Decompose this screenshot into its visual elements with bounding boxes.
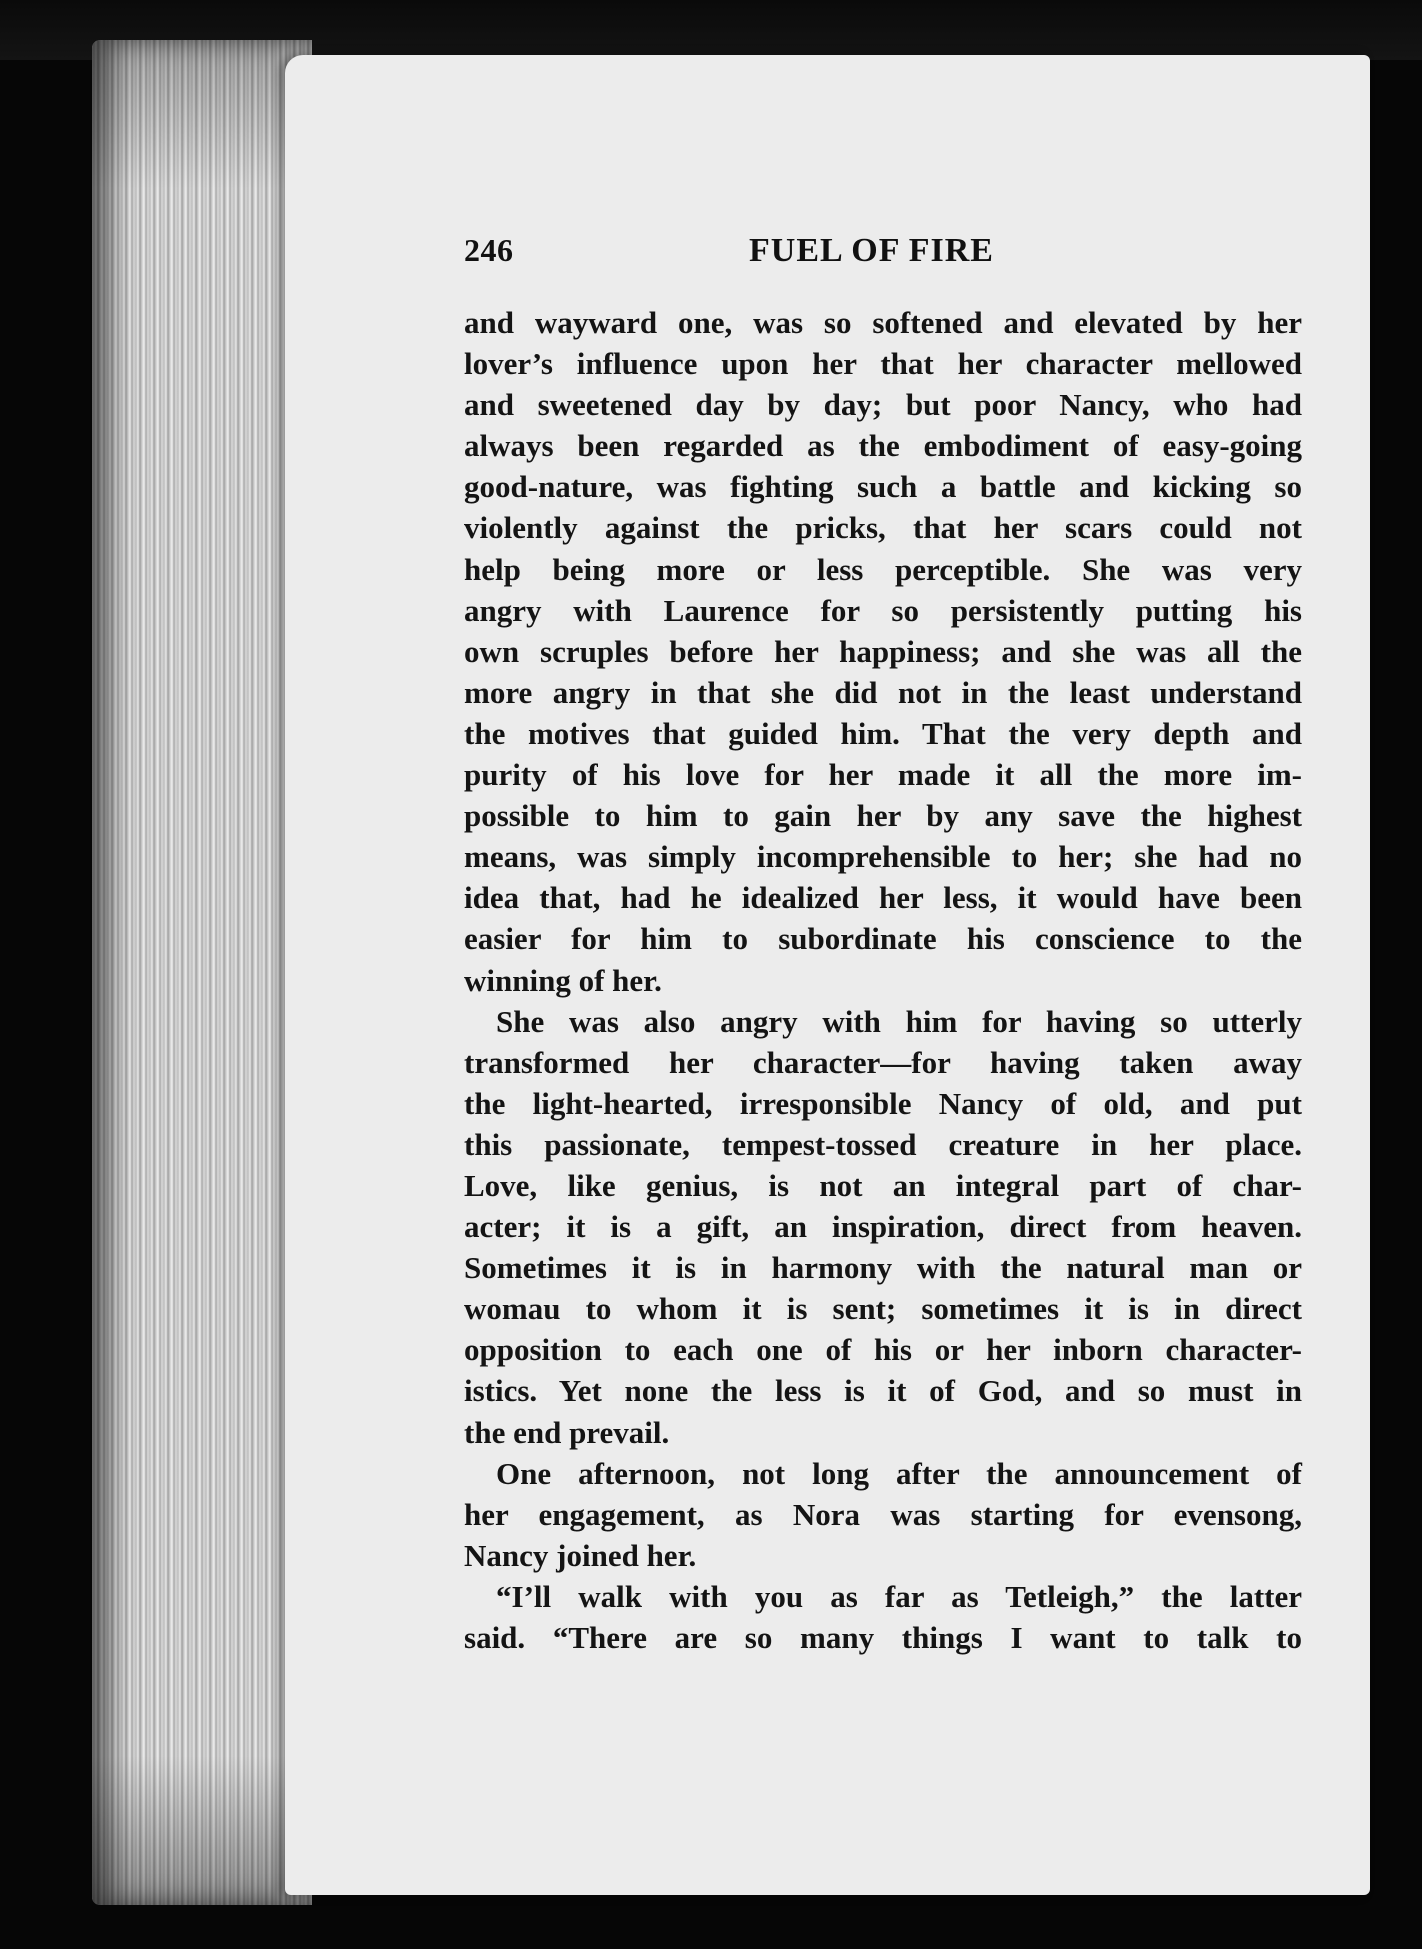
text-line: the motives that guided him. That the very depth and: [464, 715, 1302, 751]
text-line: “I’ll walk with you as far as Tetleigh,” the latter: [496, 1578, 1302, 1614]
text-line: acter; it is a gift, an inspiration, direct from heaven.: [464, 1209, 1302, 1245]
text-line: istics. Yet none the less is it of God, and so must in: [464, 1373, 1302, 1409]
text-line: and wayward one, was so softened and elevated by her: [464, 305, 1302, 340]
running-head: [464, 232, 1422, 282]
text-line: more angry in that she did not in the least understand: [464, 674, 1302, 710]
page-title: FUEL OF FIRE: [749, 232, 994, 269]
body-text: [464, 302, 1302, 1658]
text-line: own scruples before her happiness; and she was all the: [464, 633, 1302, 669]
text-line: opposition to each one of his or her inborn character-: [464, 1332, 1302, 1368]
text-line: the light-hearted, irresponsible Nancy of old, and put: [464, 1085, 1302, 1121]
text-line: and sweetened day by day; but poor Nancy, who had: [464, 387, 1302, 423]
text-line: easier for him to subordinate his conscience to the: [464, 921, 1302, 957]
text-line: winning of her.: [464, 962, 662, 998]
text-line: womau to whom it is sent; sometimes it is in direct: [464, 1291, 1302, 1327]
text-line: the end prevail.: [464, 1414, 670, 1450]
text-line: purity of his love for her made it all the more im-: [464, 757, 1302, 793]
text-line: idea that, had he idealized her less, it would have been: [464, 880, 1302, 916]
text-line: Sometimes it is in harmony with the natural man or: [464, 1250, 1302, 1286]
text-line: means, was simply incomprehensible to her; she had no: [464, 839, 1302, 875]
text-line: always been regarded as the embodiment of easy-going: [464, 428, 1302, 464]
text-line: angry with Laurence for so persistently putting his: [464, 592, 1302, 628]
text-line: lover’s influence upon her that her character mellowed: [464, 346, 1302, 382]
page-number: 246: [464, 232, 514, 268]
text-line: violently against the pricks, that her scars could not: [464, 510, 1302, 546]
text-line: Nancy joined her.: [464, 1537, 697, 1573]
book-page-edges: [92, 40, 312, 1905]
text-line: She was also angry with him for having so utterly: [496, 1003, 1302, 1039]
text-line: said. “There are so many things I want to talk to: [464, 1620, 1302, 1655]
text-line: this passionate, tempest-tossed creature in her place.: [464, 1126, 1302, 1162]
text-line: her engagement, as Nora was starting for evensong,: [464, 1496, 1302, 1532]
text-line: One afternoon, not long after the announcement of: [496, 1455, 1302, 1491]
text-line: possible to him to gain her by any save the highest: [464, 798, 1302, 834]
text-line: help being more or less perceptible. She was very: [464, 551, 1302, 587]
text-line: transformed her character—for having taken away: [464, 1044, 1302, 1080]
text-line: Love, like genius, is not an integral part of char-: [464, 1167, 1302, 1203]
text-line: good-nature, was fighting such a battle and kicking so: [464, 469, 1302, 505]
